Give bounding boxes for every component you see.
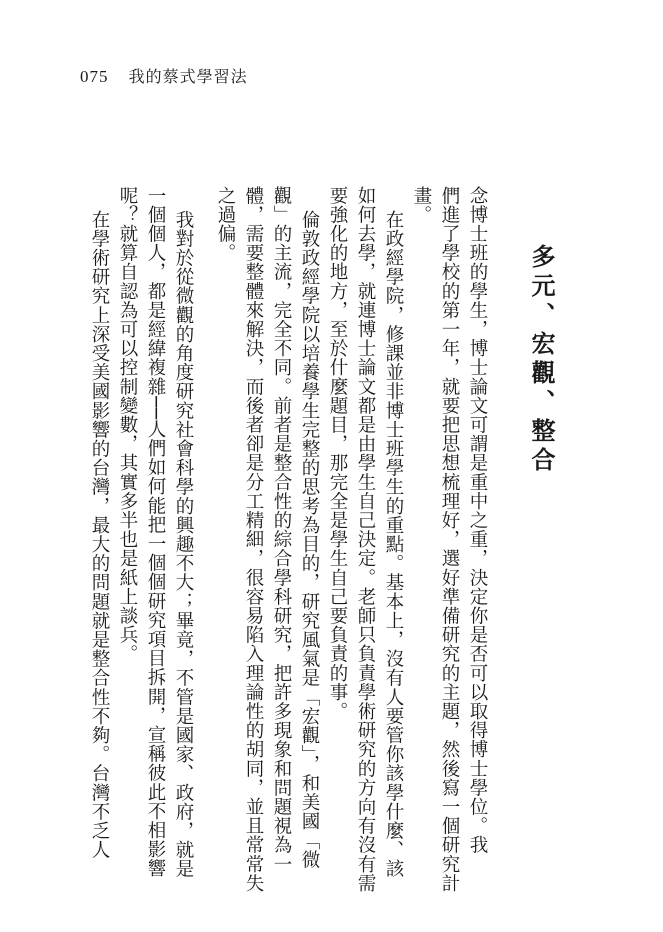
text-column: 如何去學，就連博士論文都是由學生自己決定。老師只負責學術研究的方向有沒有需 xyxy=(355,186,376,893)
text-column: 畫。 xyxy=(411,186,432,225)
text-column: 呢？就算自認為可以控制變數，其實多半也是紙上談兵。 xyxy=(117,186,138,664)
text-column: 體，需要整體來解決，而後者卻是分工精細，很容易陷入理論性的胡同，並且常常失 xyxy=(243,186,264,893)
book-title: 我的蔡式學習法 xyxy=(128,67,248,86)
running-head xyxy=(80,64,248,87)
section-title: 多元、宏觀、整合 xyxy=(527,244,555,476)
text-column: 我對於從微觀的角度研究社會科學的興趣不大；畢竟，不管是國家、政府，就是 xyxy=(173,210,194,879)
text-column: 在政經學院，修課並非博士班學生的重點。基本上，沒有人要管你該學什麼、該 xyxy=(383,210,404,879)
text-column: 們進了學校的第一年，就要把思想梳理好，選好準備研究的主題，然後寫一個研究計 xyxy=(439,186,460,893)
text-column: 一個個人，都是經緯複雜──人們如何能把一個個研究項目拆開，宣稱彼此不相影響 xyxy=(145,186,166,878)
page-number: 075 xyxy=(80,67,109,86)
text-column: 倫敦政經學院以培養學生完整的思考為目的，研究風氣是「宏觀」，和美國「微 xyxy=(299,210,320,870)
text-column: 要強化的地方，至於什麼題目，那完全是學生自己要負責的事。 xyxy=(327,186,348,721)
text-column: 念博士班的學生，博士論文可謂是重中之重，決定你是否可以取得博士學位。我 xyxy=(467,186,488,855)
text-column: 在學術研究上深受美國影響的台灣，最大的問題就是整合性不夠。台灣不乏人 xyxy=(89,210,110,860)
text-column: 觀」的主流，完全不同。前者是整合性的綜合學科研究，把許多現象和問題視為一 xyxy=(271,186,292,874)
text-column: 之過偏。 xyxy=(215,186,236,263)
